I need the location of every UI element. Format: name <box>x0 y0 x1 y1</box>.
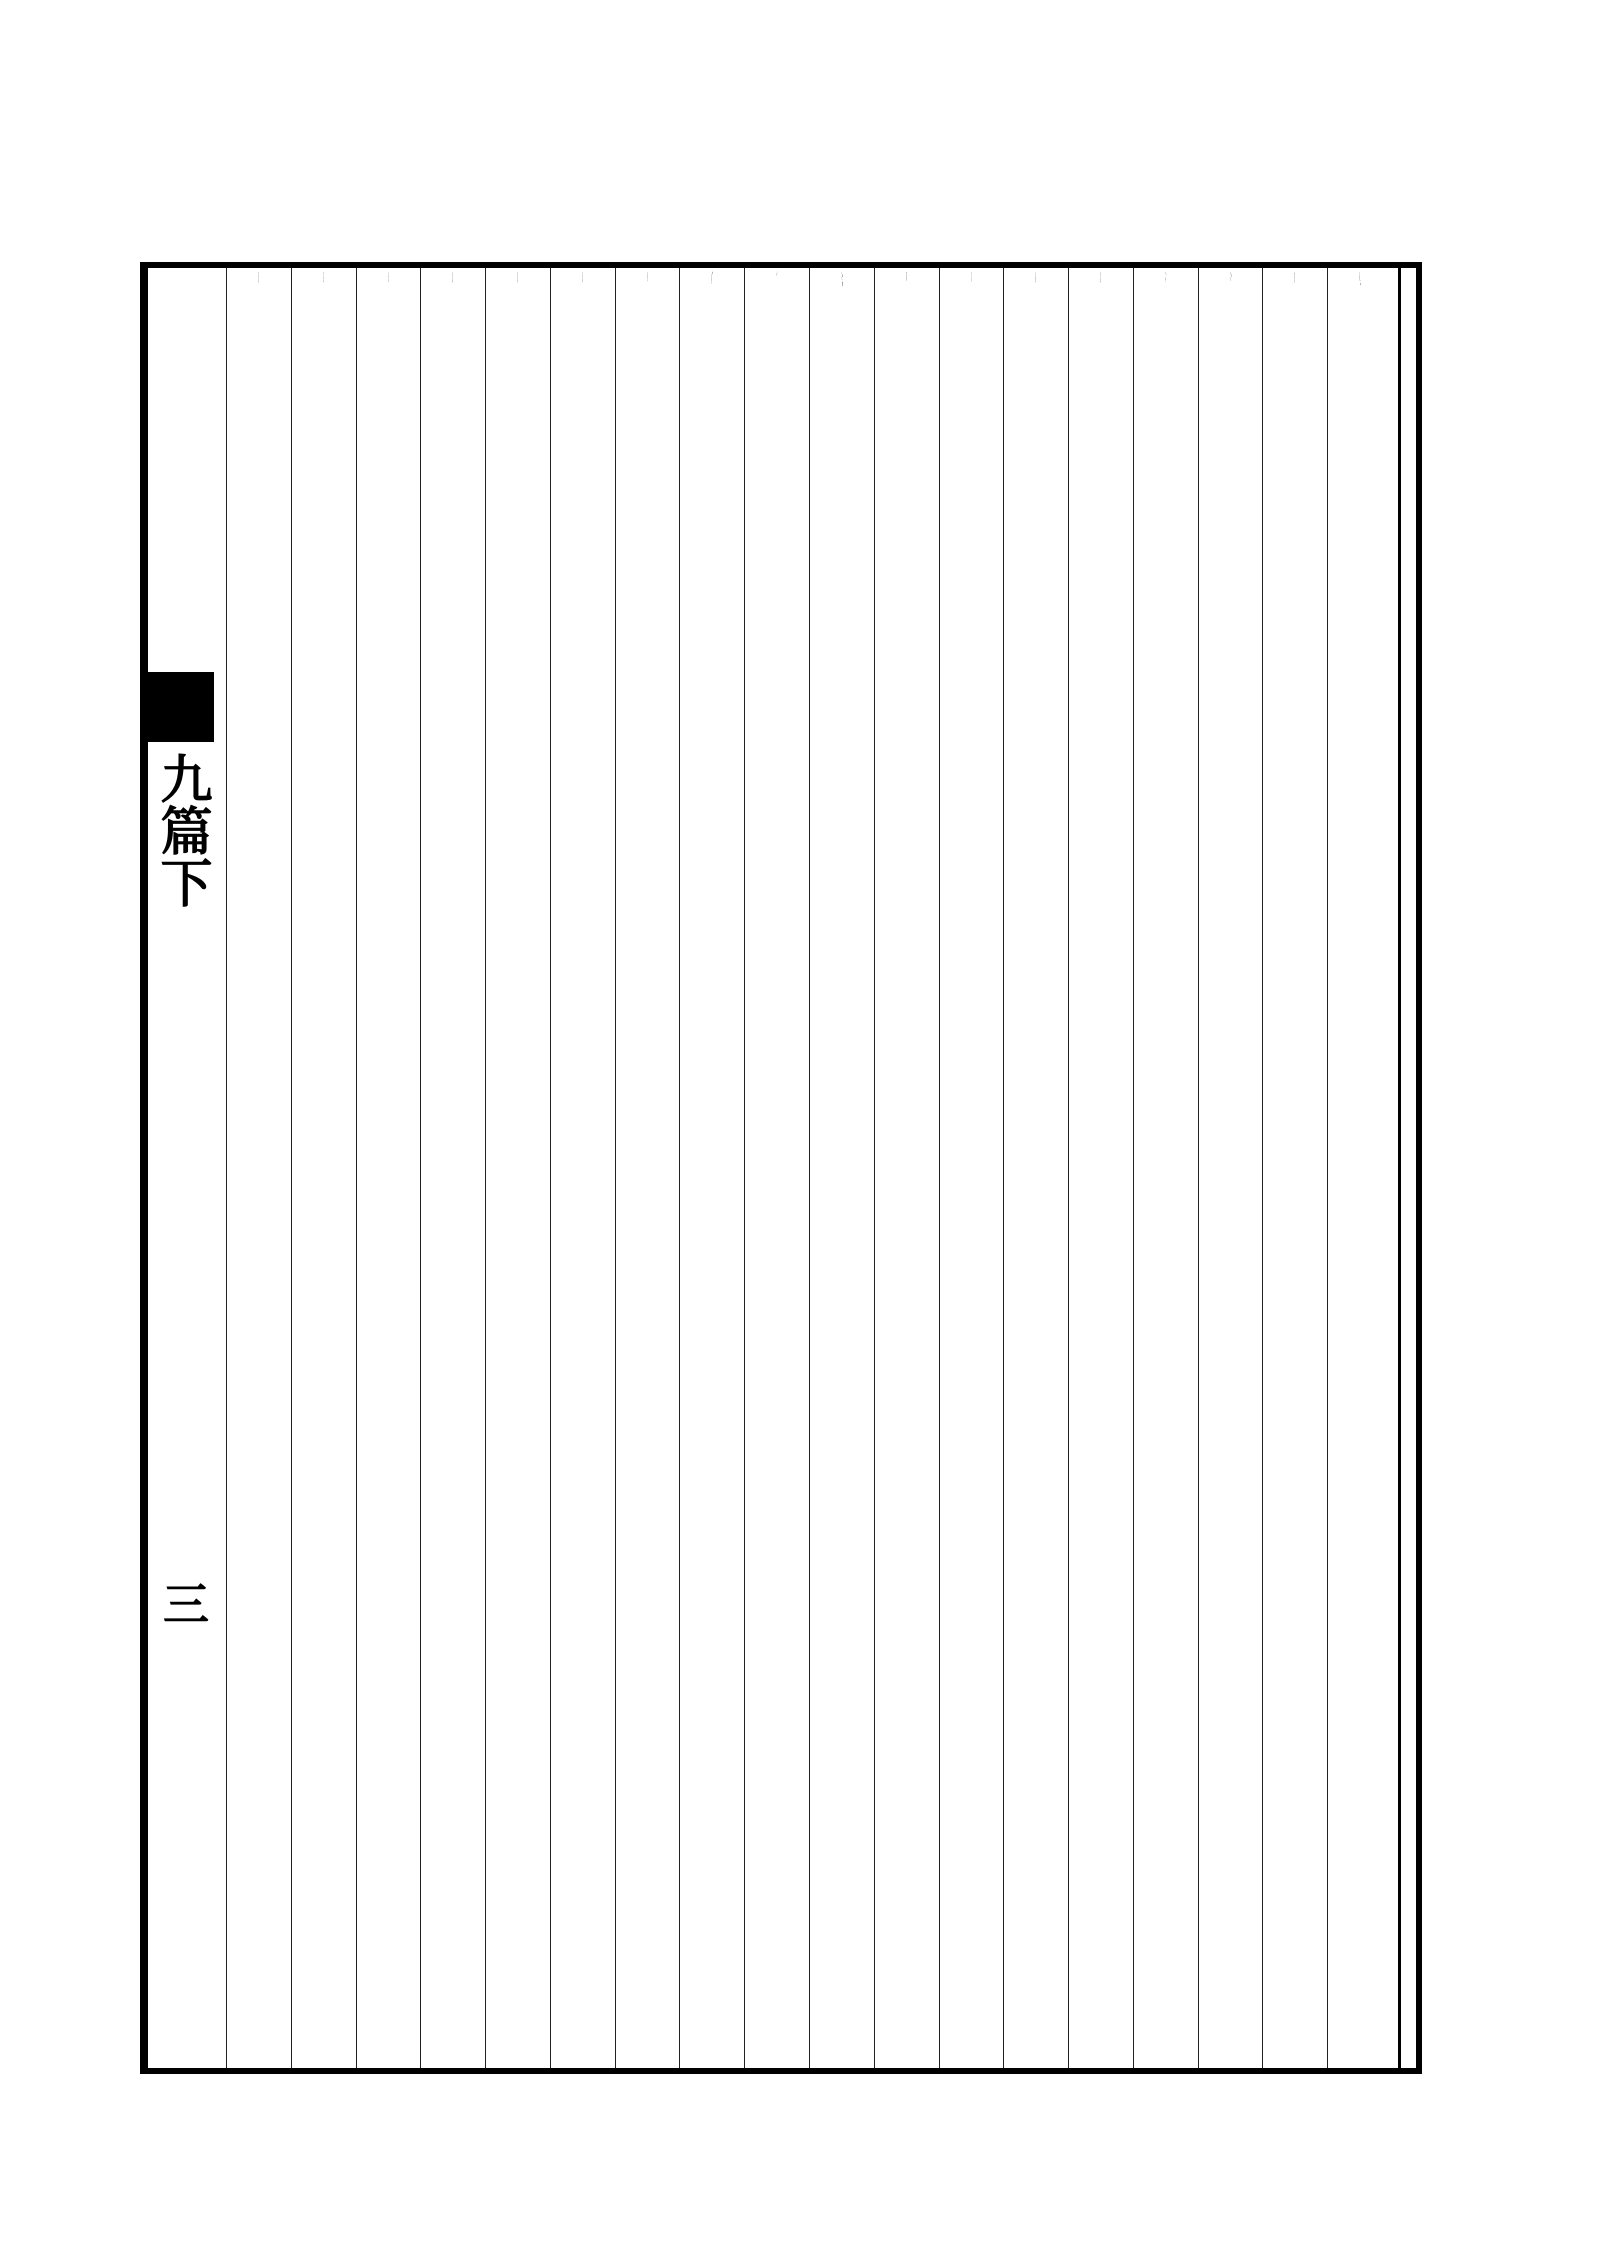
right-inner-rule <box>1398 262 1401 2074</box>
commentary-text <box>1294 280 1295 282</box>
commentary-text <box>906 272 907 281</box>
text-column <box>1134 272 1197 2062</box>
commentary-text <box>1359 272 1360 280</box>
commentary-text <box>647 272 648 281</box>
main-text <box>841 281 842 286</box>
fore-edge <box>140 262 220 2074</box>
text-column <box>1328 272 1391 2062</box>
commentary-text <box>971 272 972 281</box>
text-column <box>1199 272 1262 2062</box>
commentary-text <box>517 272 518 283</box>
text-column <box>357 272 420 2062</box>
commentary-text <box>1165 277 1166 281</box>
text-column <box>940 272 1003 2062</box>
text-column <box>292 272 355 2062</box>
text-column <box>227 272 290 2062</box>
section-label: 九篇下 <box>151 752 212 908</box>
text-column <box>1069 272 1132 2062</box>
text-column <box>745 272 808 2062</box>
text-column <box>810 272 873 2062</box>
commentary-text <box>388 272 389 283</box>
text-column <box>551 272 614 2062</box>
page-number: 三 <box>156 1580 210 1626</box>
main-text <box>1359 283 1360 285</box>
commentary-text <box>258 272 259 283</box>
commentary-text <box>1230 280 1231 281</box>
commentary-text <box>582 272 583 283</box>
text-column <box>875 272 938 2062</box>
commentary-text <box>1100 272 1101 283</box>
text-column <box>421 272 484 2062</box>
commentary-text <box>776 274 777 276</box>
commentary-text <box>1294 272 1295 280</box>
text-column <box>486 272 549 2062</box>
fishtail-mark <box>148 672 214 742</box>
commentary-text <box>323 272 324 283</box>
commentary-text <box>1035 272 1036 283</box>
text-column <box>1004 272 1067 2062</box>
text-column <box>1263 272 1326 2062</box>
text-column <box>680 272 743 2062</box>
commentary-text <box>452 272 453 283</box>
text-column <box>616 272 679 2062</box>
commentary-text <box>711 274 712 283</box>
